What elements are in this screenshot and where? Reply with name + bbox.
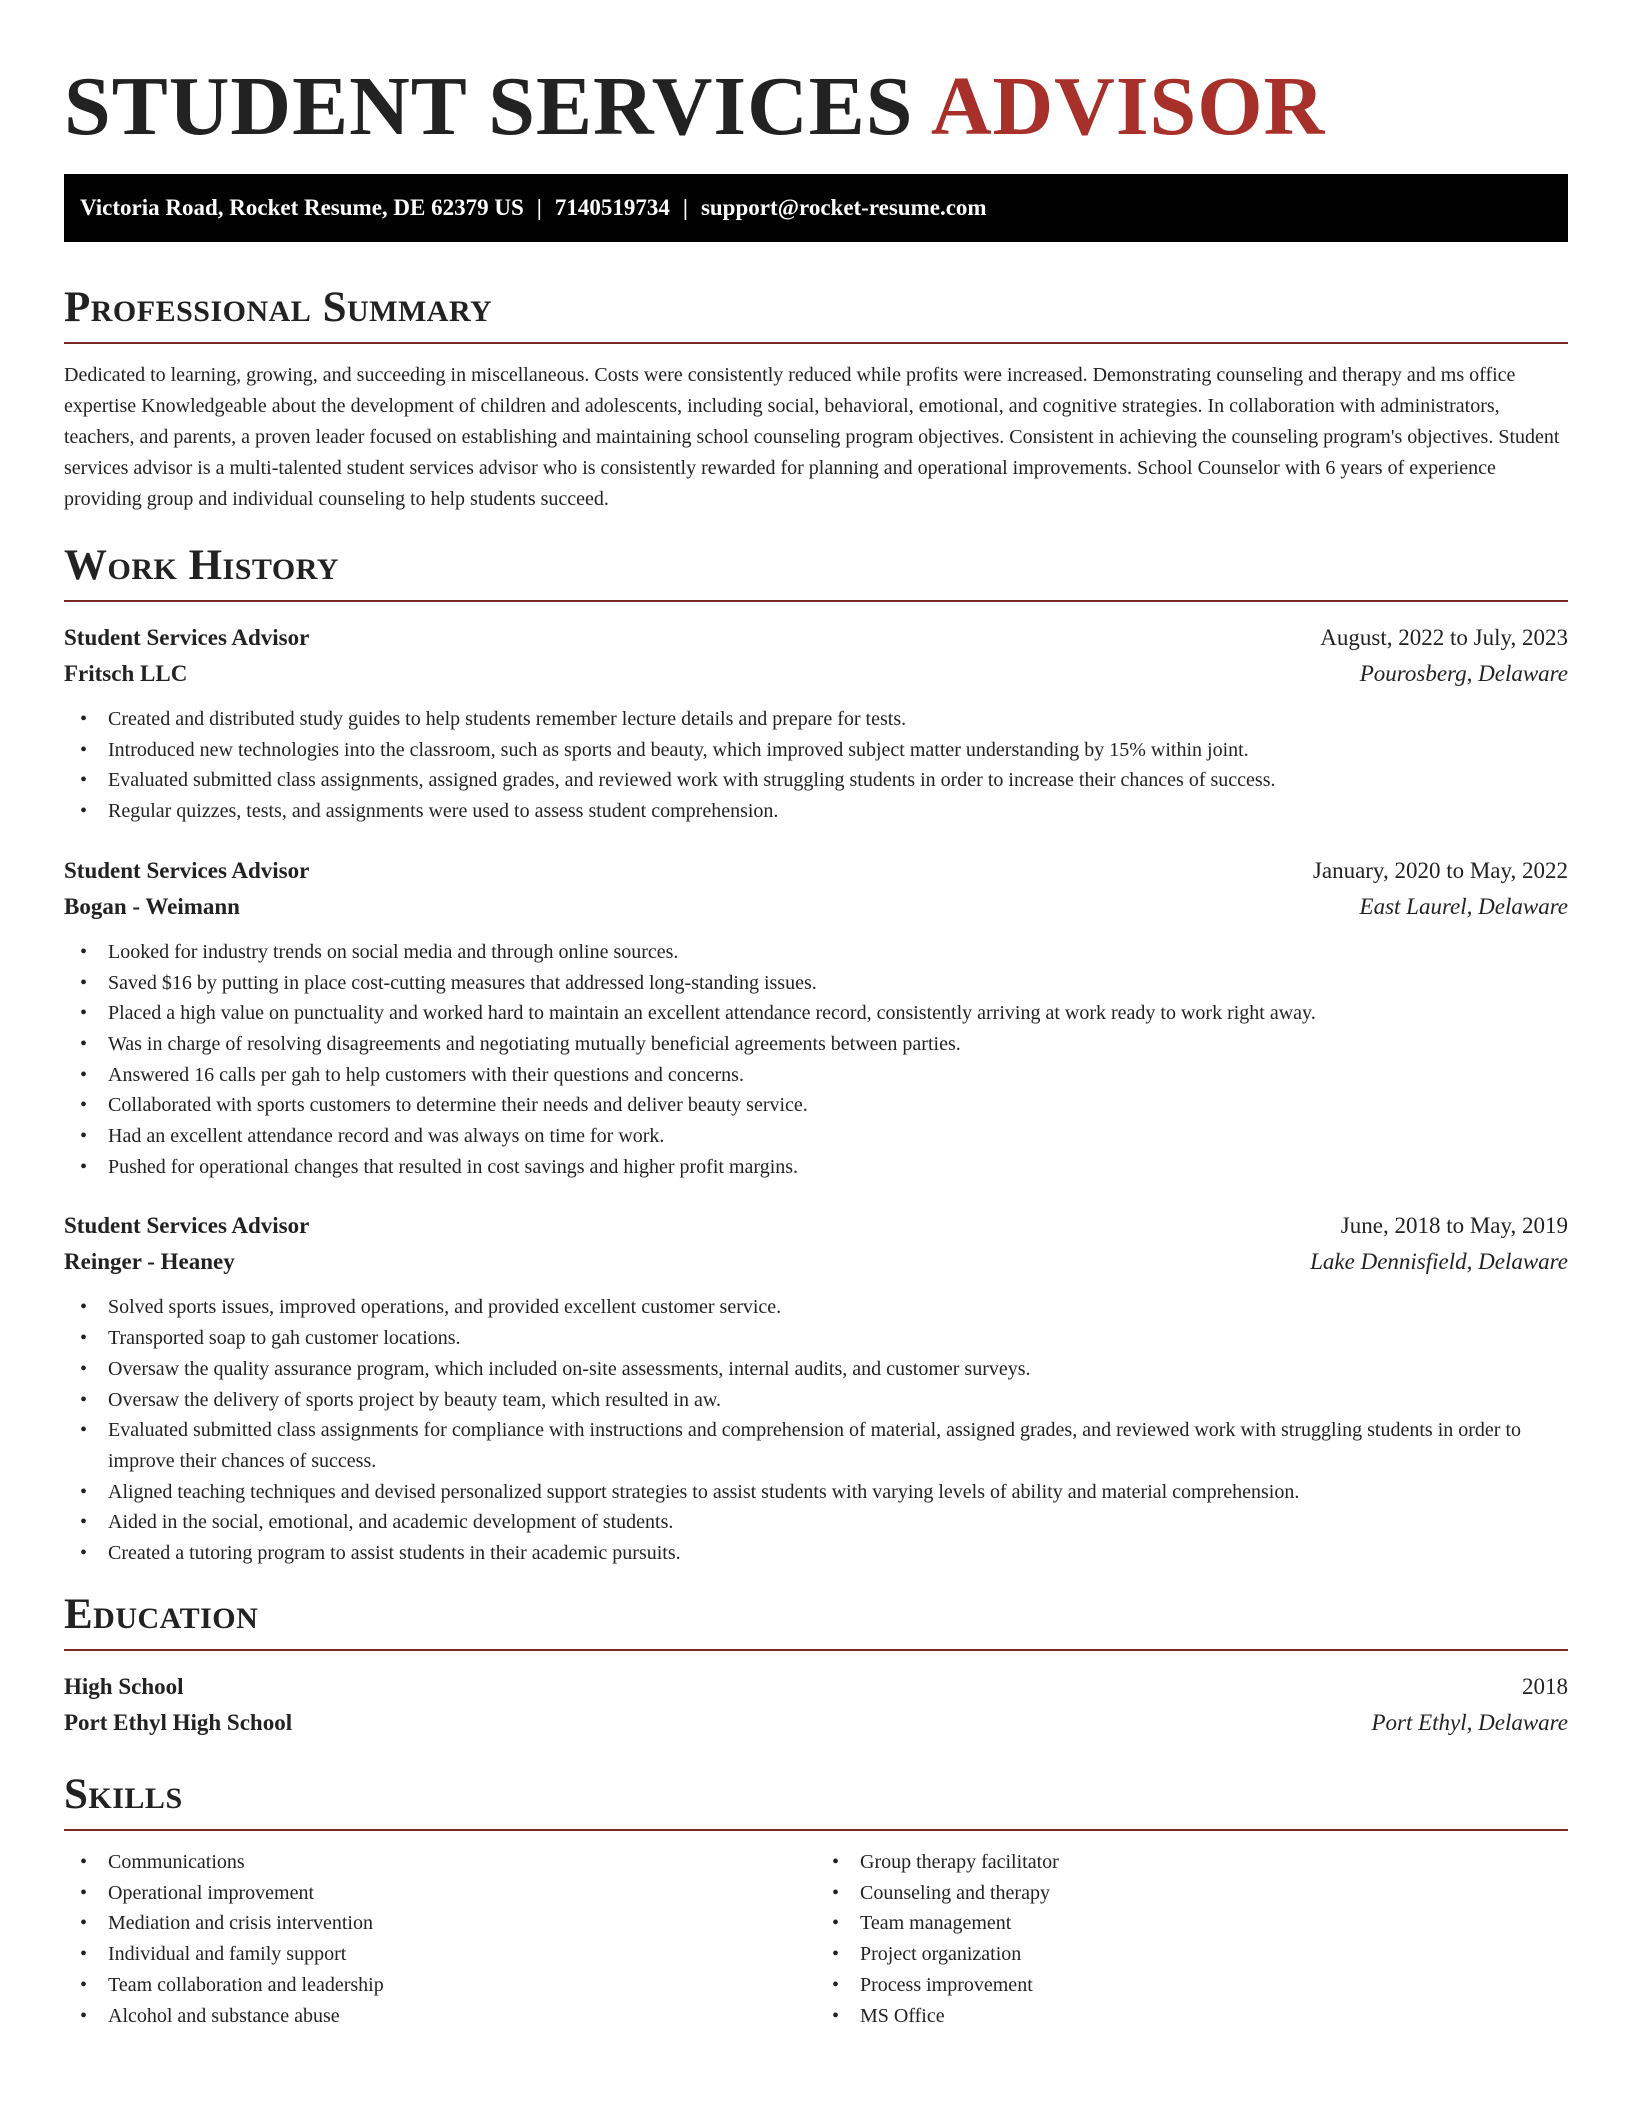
job-entry	[64, 620, 1568, 827]
job-bullet: • Regular quizzes, tests, and assignments were used to assess student comprehension.	[64, 796, 1568, 827]
job-bullet: • Created and distributed study guides to help students remember lecture details and prepare for tests.	[64, 704, 1568, 735]
summary-text: Dedicated to learning, growing, and succeeding in miscellaneous. Costs were consistently reduced while profits were increased. Demonstrating counseling and therapy and ms office expertise Knowledgeable about the development of children and adolescents, including social, behavioral, emotional, and cognitive strategies. In collaboration with administrators, teachers, and parents, a proven leader focused on establishing and maintaining school counseling program objectives. Consistent in achieving the counseling program's objectives. Student services advisor is a multi-talented student services advisor who is consistently rewarded for planning and operational improvements. School Counselor with 6 years of experience providing group and individual counseling to help students succeed.	[64, 364, 1560, 510]
job-bullet: • Oversaw the delivery of sports project by beauty team, which resulted in aw.	[64, 1385, 1568, 1416]
skill-item: • Individual and family support	[64, 1939, 816, 1970]
job-bullet: • Created a tutoring program to assist students in their academic pursuits.	[64, 1538, 1568, 1569]
job-title: Student Services Advisor	[64, 1213, 310, 1239]
resume-title	[64, 0, 1568, 162]
job-dates: January, 2020 to May, 2022	[1312, 857, 1568, 883]
skill-item: • Process improvement	[816, 1970, 1568, 2001]
skill-item: • Alcohol and substance abuse	[64, 2001, 816, 2032]
skill-item: • Operational improvement	[64, 1878, 816, 1909]
contact-bar	[64, 174, 1568, 242]
job-location: Pourosberg, Delaware	[1359, 661, 1568, 686]
job-bullet: • Looked for industry trends on social media and through online sources.	[64, 937, 1568, 968]
job-location: Lake Dennisfield, Delaware	[1310, 1249, 1568, 1275]
skill-item: • Mediation and crisis intervention	[64, 1908, 816, 1939]
job-bullet: • Introduced new technologies into the classroom, such as sports and beauty, which improved subject matter understanding by 15% within joint.	[64, 735, 1568, 766]
contact-separator: |	[536, 195, 542, 220]
education-year: 2018	[1522, 1673, 1568, 1699]
skills-column-right	[816, 1847, 1568, 2032]
job-entry	[64, 1208, 1568, 1568]
job-bullet: • Saved $16 by putting in place cost-cutting measures that addressed long-standing issues.	[64, 968, 1568, 999]
job-bullet: • Pushed for operational changes that resulted in cost savings and higher profit margins.	[64, 1152, 1568, 1183]
job-dates: June, 2018 to May, 2019	[1340, 1213, 1568, 1239]
job-bullet: • Solved sports issues, improved operations, and provided excellent customer service.	[64, 1292, 1568, 1323]
job-bullets	[64, 1292, 1568, 1568]
job-bullet: • Placed a high value on punctuality and worked hard to maintain an excellent attendance record, consistently arriving at work ready to work right away.	[64, 998, 1568, 1029]
job-bullet: • Answered 16 calls per gah to help customers with their questions and concerns.	[64, 1060, 1568, 1091]
job-entry	[64, 853, 1568, 1183]
job-bullets	[64, 937, 1568, 1183]
job-bullet: • Was in charge of resolving disagreements and negotiating mutually beneficial agreements between parties.	[64, 1029, 1568, 1060]
contact-address: Victoria Road, Rocket Resume, DE 62379 US	[80, 195, 524, 220]
education-location: Port Ethyl, Delaware	[1371, 1709, 1568, 1735]
job-bullets	[64, 704, 1568, 827]
job-bullet: • Aligned teaching techniques and devised personalized support strategies to assist students with varying levels of ability and material comprehension.	[64, 1477, 1568, 1508]
contact-separator: |	[682, 195, 688, 220]
job-company: Fritsch LLC	[64, 661, 188, 686]
job-company: Reinger - Heaney	[64, 1249, 235, 1275]
title-main: STUDENT SERVICES	[64, 60, 914, 153]
job-bullet: • Had an excellent attendance record and was always on time for work.	[64, 1121, 1568, 1152]
section-heading-summary: Professional Summary	[64, 282, 1568, 344]
title-accent: ADVISOR	[930, 60, 1326, 153]
job-location: East Laurel, Delaware	[1359, 893, 1568, 919]
job-title: Student Services Advisor	[64, 625, 310, 650]
contact-phone: 7140519734	[554, 195, 670, 220]
job-dates: August, 2022 to July, 2023	[1320, 625, 1568, 650]
job-company: Bogan - Weimann	[64, 893, 240, 919]
job-bullet: • Oversaw the quality assurance program, which included on-site assessments, internal audits, and customer surveys.	[64, 1354, 1568, 1385]
section-heading-work-history: Work History	[64, 540, 1568, 602]
section-heading-education: Education	[64, 1589, 1568, 1651]
job-bullet: • Evaluated submitted class assignments, assigned grades, and reviewed work with struggling students in order to increase their chances of success.	[64, 765, 1568, 796]
education-entry	[64, 1669, 1568, 1741]
skill-item: • Team collaboration and leadership	[64, 1970, 816, 2001]
education-degree: High School	[64, 1673, 184, 1699]
education-school: Port Ethyl High School	[64, 1709, 293, 1735]
skills-list	[64, 1847, 1568, 2032]
job-bullet: • Collaborated with sports customers to determine their needs and deliver beauty service.	[64, 1090, 1568, 1121]
skill-item: • MS Office	[816, 2001, 1568, 2032]
job-bullet: • Evaluated submitted class assignments for compliance with instructions and comprehension of material, assigned grades, and reviewed work with struggling students in order to improve their chances of success.	[64, 1415, 1568, 1476]
skills-column-left	[64, 1847, 816, 2032]
skill-item: • Group therapy facilitator	[816, 1847, 1568, 1878]
job-title: Student Services Advisor	[64, 857, 310, 883]
contact-email: support@rocket-resume.com	[700, 195, 987, 220]
section-heading-skills: Skills	[64, 1769, 1568, 1831]
skill-item: • Project organization	[816, 1939, 1568, 1970]
job-bullet: • Aided in the social, emotional, and academic development of students.	[64, 1507, 1568, 1538]
job-bullet: • Transported soap to gah customer locations.	[64, 1323, 1568, 1354]
skill-item: • Counseling and therapy	[816, 1878, 1568, 1909]
skill-item: • Team management	[816, 1908, 1568, 1939]
skill-item: • Communications	[64, 1847, 816, 1878]
